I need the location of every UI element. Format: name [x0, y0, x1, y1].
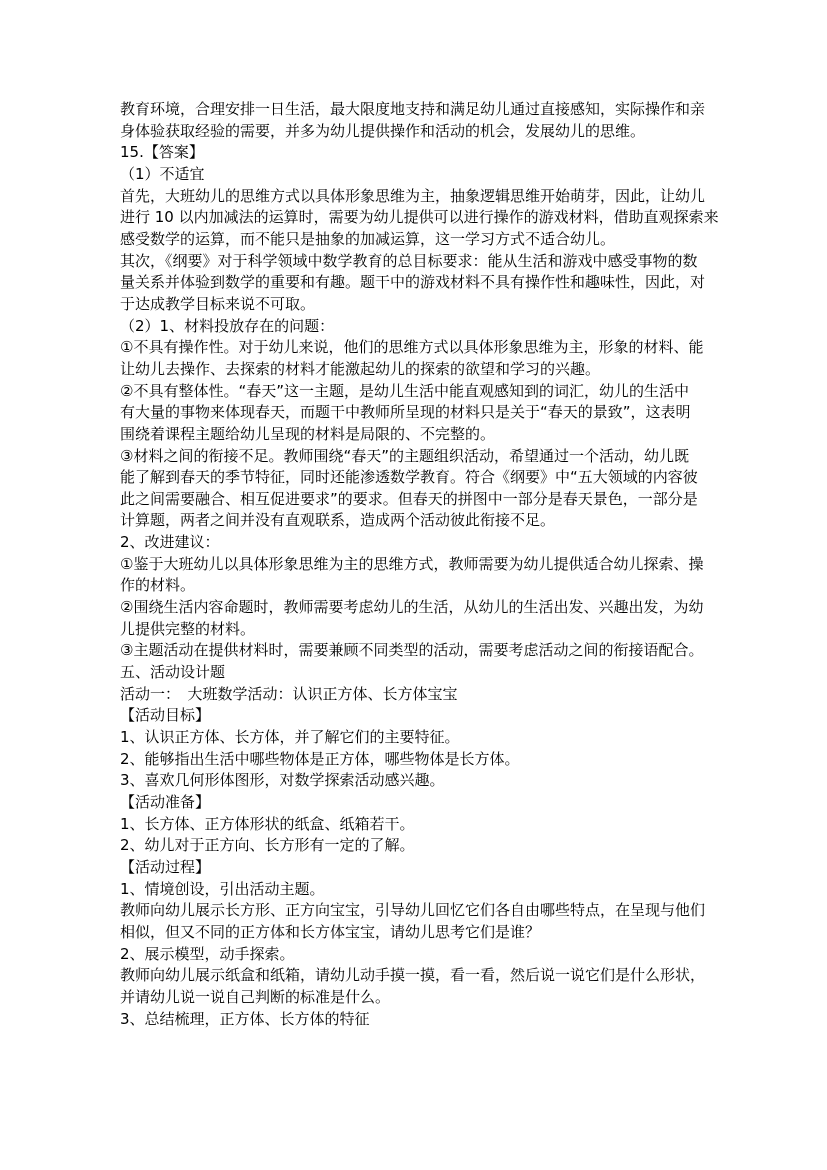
text-line: 3、喜欢几何形体图形，对数学探索活动感兴趣。	[120, 771, 445, 790]
text-line: 身体验获取经验的需要，并多为幼儿提供操作和活动的机会，发展幼儿的思维。	[120, 121, 646, 140]
text-line: 教育环境，合理安排一日生活，最大限度地支持和满足幼儿通过直接感知，实际操作和亲	[120, 100, 706, 118]
text-line: ③材料之间的衔接不足。教师围绕“春天”的主题组织活动，希望通过一个活动，幼儿既	[120, 446, 689, 465]
text-line: 活动一： 大班数学活动：认识正方体、长方体宝宝	[120, 684, 458, 703]
text-line: 15.【答案】	[120, 143, 204, 162]
text-line: 【活动准备】	[120, 793, 211, 811]
text-line: 感受数学的运算，而不能只是抽象的加减运算，这一学习方式不适合幼儿。	[120, 229, 616, 248]
text-line: 1、长方体、正方体形状的纸盒、纸箱若干。	[120, 814, 415, 833]
text-line: 儿提供完整的材料。	[120, 619, 256, 638]
text-line: ②围绕生活内容命题时，教师需要考虑幼儿的生活，从幼儿的生活出发、兴趣出发，为幼	[120, 598, 704, 617]
text-line: 此之间需要融合、相互促进要求”的要求。但春天的拼图中一部分是春天景色，一部分是	[120, 489, 698, 508]
text-line: 计算题，两者之间并没有直观联系，造成两个活动彼此衔接不足。	[120, 511, 556, 530]
text-line: 五、活动设计题	[120, 663, 226, 682]
text-line: ①鉴于大班幼儿以具体形象思维为主的思维方式，教师需要为幼儿提供适合幼儿探索、操	[120, 554, 704, 573]
text-line: ①不具有操作性。对于幼儿来说，他们的思维方式以具体形象思维为主，形象的材料、能	[120, 338, 704, 357]
text-line: 让幼儿去操作、去探索的材料才能激起幼儿的探索的欲望和学习的兴趣。	[120, 359, 601, 378]
text-line: 于达成教学目标来说不可取。	[120, 294, 316, 313]
text-line: 并请幼儿说一说自己判断的标准是什么。	[120, 987, 391, 1006]
text-line: 2、能够指出生活中哪些物体是正方体，哪些物体是长方体。	[120, 749, 520, 768]
text-line: 首先，大班幼儿的思维方式以具体形象思维为主，抽象逻辑思维开始萌芽，因此，让幼儿	[120, 186, 706, 205]
text-line: 有大量的事物来体现春天，而题干中教师所呈现的材料只是关于“春天的景致”，这表明	[120, 403, 691, 422]
text-line: 2、改进建议：	[120, 533, 220, 552]
text-line: 其次，《纲要》对于科学领域中数学教育的总目标要求：能从生活和游戏中感受事物的数	[120, 251, 698, 270]
text-line: 量关系并体验到数学的重要和有趣。题干中的游戏材料不具有操作性和趣味性，因此，对	[120, 273, 706, 292]
text-line: 【活动过程】	[120, 857, 211, 876]
text-line: 围绕着课程主题给幼儿呈现的材料是局限的、不完整的。	[120, 424, 496, 443]
text-line: （1）不适宜	[120, 164, 205, 183]
text-line: 1、认识正方体、长方体，并了解它们的主要特征。	[120, 728, 460, 747]
text-line: 3、总结梳理，正方体、长方体的特征	[120, 1009, 370, 1028]
text-line: 教师向幼儿展示纸盒和纸箱，请幼儿动手摸一摸，看一看，然后说一说它们是什么形状，	[120, 966, 706, 985]
document-page	[120, 99, 719, 1030]
text-line: 1、情境创设，引出活动主题。	[120, 879, 325, 898]
text-line: 相似，但又不同的正方体和长方体宝宝，请幼儿思考它们是谁？	[120, 922, 541, 941]
text-line: ③主题活动在提供材料时，需要兼顾不同类型的活动，需要考虑活动之间的衔接语配合。	[120, 641, 704, 660]
text-line: （2）1、材料投放存在的问题：	[120, 316, 335, 335]
text-line: 作的材料。	[120, 576, 196, 595]
text-line: 2、幼儿对于正方向、长方形有一定的了解。	[120, 836, 415, 855]
text-line: 【活动目标】	[120, 706, 211, 725]
text-line: 进行 10 以内加减法的运算时，需要为幼儿提供可以进行操作的游戏材料，借助直观探索来	[120, 208, 719, 227]
text-line: 2、展示模型，动手探索。	[120, 944, 295, 963]
text-line: 能了解到春天的季节特征，同时还能渗透数学教育。符合《纲要》中“五大领域的内容彼	[120, 468, 698, 487]
text-line: 教师向幼儿展示长方形、正方向宝宝，引导幼儿回忆它们各自由哪些特点，在呈现与他们	[120, 901, 706, 920]
text-line: ②不具有整体性。“春天”这一主题，是幼儿生活中能直观感知到的词汇，幼儿的生活中	[120, 381, 689, 400]
